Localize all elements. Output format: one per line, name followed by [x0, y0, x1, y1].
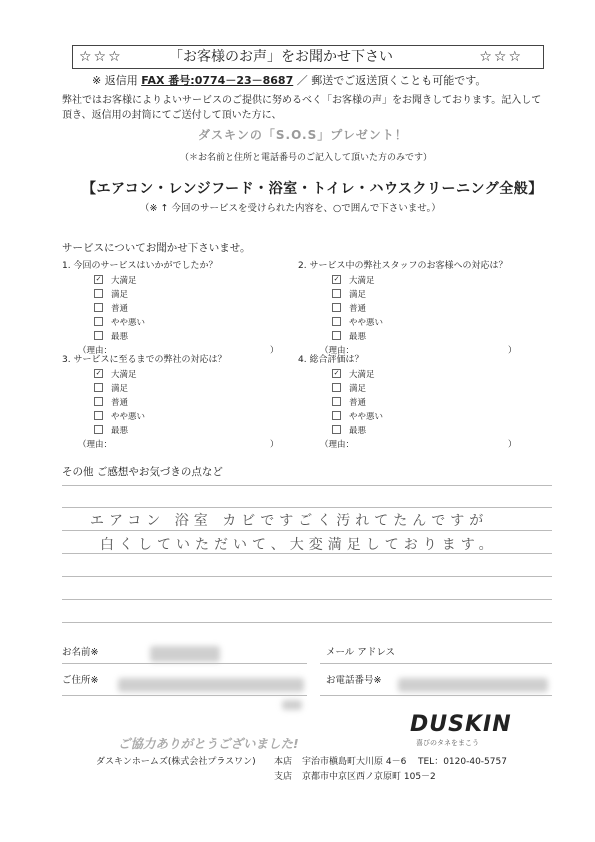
- option-somewhat-bad[interactable]: やや悪い: [94, 410, 282, 424]
- intro-line-1: 弊社ではお客様によりよいサービスのご提供に努めるべく「お客様の声」をお聞きしております。記入して: [62, 95, 542, 106]
- option-worst[interactable]: 最悪: [332, 330, 528, 344]
- thanks-message: ご協力ありがとうございました!: [118, 736, 299, 751]
- option-worst[interactable]: 最悪: [94, 424, 282, 438]
- checkbox[interactable]: [332, 289, 341, 298]
- option-very-satisfied[interactable]: ✓ 大満足: [333, 275, 375, 286]
- checkbox[interactable]: [94, 425, 103, 434]
- email-underline: [320, 663, 552, 664]
- option-somewhat-bad[interactable]: やや悪い: [332, 410, 528, 424]
- checkbox-checked[interactable]: ✓: [95, 369, 102, 377]
- question-title: 3. サービスに至るまでの弊社の対応は？: [62, 355, 227, 365]
- email-label: メール アドレス: [326, 647, 396, 658]
- question-title: 1. 今回のサービスはいかがでしたか？: [62, 261, 218, 271]
- sos-title: ダスキンの「S.O.S」プレゼント！: [198, 128, 408, 142]
- question-1: [62, 258, 282, 356]
- question-4: [298, 352, 528, 450]
- option-normal[interactable]: 普通: [94, 302, 282, 316]
- option-worst[interactable]: 最悪: [94, 330, 282, 344]
- fax-number: 0774－23－8687: [194, 74, 294, 87]
- checkbox-checked[interactable]: ✓: [333, 275, 340, 283]
- comment-line: [62, 507, 552, 508]
- footer-branch-address: 京都市中京区西ノ京原町 105－2: [302, 772, 436, 782]
- checkbox[interactable]: [94, 397, 103, 406]
- name-value-redacted[interactable]: [150, 646, 220, 662]
- question-title: 2. サービス中の弊社スタッフのお客様への対応は？: [298, 261, 508, 271]
- checkbox[interactable]: [94, 317, 103, 326]
- title-box: [72, 45, 544, 69]
- address-underline: [62, 695, 307, 696]
- stars-left: ☆☆☆: [79, 49, 123, 65]
- address-value-redacted-2[interactable]: [282, 700, 302, 710]
- checkbox-checked[interactable]: ✓: [95, 275, 102, 283]
- option-worst[interactable]: 最悪: [332, 424, 528, 438]
- comment-line: [62, 530, 552, 531]
- phone-value-redacted[interactable]: [398, 678, 548, 692]
- reason-field[interactable]: （理由： ）: [78, 346, 279, 356]
- option-very-satisfied[interactable]: ✓ 大満足: [95, 275, 137, 286]
- footer-main-address: 宇治市槇島町大川原 4－6: [302, 757, 407, 767]
- comments-heading: その他 ご感想やお気づきの点など: [62, 466, 223, 478]
- sos-note: （＊お名前と住所と電話番号のご記入して頂いた方のみです）: [180, 153, 433, 163]
- option-very-satisfied[interactable]: ✓ 大満足: [333, 369, 375, 380]
- services-list: 【エアコン・レンジフード・浴室・トイレ・ハウスクリーニング全般】: [82, 181, 543, 197]
- checkbox[interactable]: [332, 425, 341, 434]
- address-value-redacted[interactable]: [118, 678, 304, 692]
- duskin-tagline: 喜びのタネをまこう: [416, 739, 479, 747]
- checkbox[interactable]: [94, 289, 103, 298]
- comment-line: [62, 599, 552, 600]
- comment-line: [62, 622, 552, 623]
- fax-label: FAX 番号:: [141, 74, 195, 87]
- survey-heading: サービスについてお聞かせ下さいませ。: [62, 242, 251, 254]
- name-underline: [62, 663, 307, 664]
- footer-branch-label: 支店: [274, 772, 293, 782]
- phone-underline: [320, 695, 552, 696]
- footer-main-label: 本店: [274, 757, 293, 767]
- form-title: 「お客様のお声」をお聞かせ下さい: [169, 49, 393, 65]
- checkbox[interactable]: [332, 331, 341, 340]
- reason-field[interactable]: （理由： ）: [320, 440, 517, 450]
- services-note: （※ ↑ 今回のサービスを受けられた内容を、○で囲んで下さいませ。）: [140, 203, 441, 214]
- checkbox[interactable]: [332, 303, 341, 312]
- option-satisfied[interactable]: 満足: [332, 382, 528, 396]
- checkbox[interactable]: [332, 397, 341, 406]
- footer-company: ダスキンホームズ(株式会社プラスワン): [96, 757, 256, 767]
- option-satisfied[interactable]: 満足: [332, 288, 528, 302]
- checkbox[interactable]: [332, 317, 341, 326]
- handwritten-comment-2[interactable]: 白くしていただいて、大変満足しております。: [100, 537, 498, 553]
- footer-tel: TEL：0120-40-5757: [418, 757, 507, 767]
- question-3: [62, 352, 282, 450]
- question-title: 4. 総合評価は？: [298, 355, 364, 365]
- checkbox-checked[interactable]: ✓: [333, 369, 340, 377]
- duskin-logo: DUSKIN: [410, 712, 512, 737]
- reason-field[interactable]: （理由： ）: [78, 440, 279, 450]
- question-2: [298, 258, 528, 356]
- intro-line-2: 頂き、返信用の封筒にてご送付して頂いた方に、: [62, 110, 282, 121]
- handwritten-comment-1[interactable]: エアコン 浴室 カビですごく汚れてたんですが: [90, 513, 489, 529]
- checkbox[interactable]: [332, 411, 341, 420]
- reason-field[interactable]: （理由： ）: [320, 346, 517, 356]
- checkbox[interactable]: [94, 383, 103, 392]
- option-normal[interactable]: 普通: [94, 396, 282, 410]
- comment-line: [62, 485, 552, 486]
- fax-prefix: ※ 返信用: [92, 74, 138, 87]
- stars-right: ☆☆☆: [479, 49, 523, 65]
- option-satisfied[interactable]: 満足: [94, 288, 282, 302]
- phone-label: お電話番号※: [326, 675, 382, 686]
- checkbox[interactable]: [332, 383, 341, 392]
- option-somewhat-bad[interactable]: やや悪い: [94, 316, 282, 330]
- address-label: ご住所※: [62, 675, 99, 686]
- option-normal[interactable]: 普通: [332, 302, 528, 316]
- option-very-satisfied[interactable]: ✓ 大満足: [95, 369, 137, 380]
- name-label: お名前※: [62, 647, 99, 658]
- option-somewhat-bad[interactable]: やや悪い: [332, 316, 528, 330]
- option-satisfied[interactable]: 満足: [94, 382, 282, 396]
- fax-line: [92, 72, 486, 88]
- checkbox[interactable]: [94, 331, 103, 340]
- option-normal[interactable]: 普通: [332, 396, 528, 410]
- fax-suffix: ／ 郵送でご返送頂くことも可能です。: [296, 74, 487, 87]
- checkbox[interactable]: [94, 411, 103, 420]
- checkbox[interactable]: [94, 303, 103, 312]
- comment-line: [62, 576, 552, 577]
